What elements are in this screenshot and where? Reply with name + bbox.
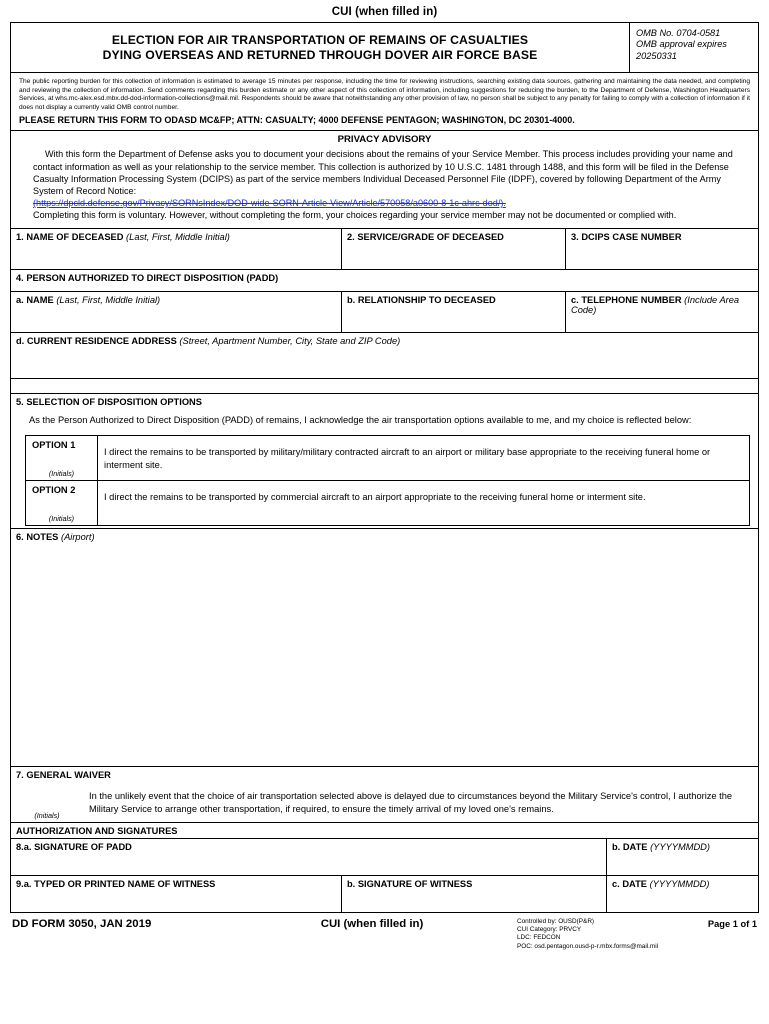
ldc: LDC: FEDCON <box>517 934 561 942</box>
waiver-initials-cell[interactable] <box>11 782 83 822</box>
option-1-initials-label: (Initials) <box>48 469 75 479</box>
section-7-heading: 7. GENERAL WAIVER <box>16 770 111 781</box>
option-2-initials-label: (Initials) <box>48 514 75 524</box>
form-title-line2: DYING OVERSEAS AND RETURNED THROUGH DOVER AIR FORCE BASE <box>102 48 538 62</box>
poc: POC: osd.pentagon.ousd-p-r.mbx.forms@mail.mil <box>517 942 659 950</box>
privacy-body <box>11 147 758 227</box>
field-4d-label: d. CURRENT RESIDENCE ADDRESS <box>16 335 177 346</box>
field-padd-telephone[interactable] <box>565 292 758 332</box>
section-5-heading: 5. SELECTION OF DISPOSITION OPTIONS <box>16 396 202 407</box>
privacy-paragraph-1: With this form the Department of Defense asks you to document your decisions about the remains of your Service Member. This process includes providing your name and contact information as well as your relationship to the service member. This collection is authorized by 10 U.S.C. 1481 through 1488, and this form will be filed in the Defense Casualty Information Processing System (DCIPS) as part of the service members Individual Deceased Personnel File (IDPF), covered by following Department of the Army System of Record Notice: <box>33 149 733 196</box>
field-padd-name[interactable] <box>11 292 341 332</box>
section-5-intro: As the Person Authorized to Direct Disposition (PADD) of remains, I acknowledge the air transportation options available to me, and my choice is reflected below: <box>29 414 692 425</box>
field-service-grade[interactable] <box>341 229 565 269</box>
omb-number: OMB No. 0704-0581 <box>636 28 721 38</box>
field-4b-label: b. RELATIONSHIP TO DECEASED <box>347 294 496 305</box>
option-1-name: OPTION 1 <box>32 440 76 451</box>
deceased-info-row <box>11 229 758 270</box>
field-4a-hint: (Last, First, Middle Initial) <box>56 294 161 305</box>
cui-control-block <box>517 918 658 951</box>
return-instruction: PLEASE RETURN THIS FORM TO ODASD MC&FP; ATTN: CASUALTY; 4000 DEFENSE PENTAGON; WASHINGTON, DC 20301-4000. <box>19 115 575 126</box>
field-8b-label: b. DATE <box>612 842 648 852</box>
privacy-advisory <box>11 131 758 228</box>
option-2-name: OPTION 2 <box>32 485 76 496</box>
omb-expires-label: OMB approval expires <box>636 39 727 50</box>
notes-input-area[interactable] <box>11 544 758 767</box>
form-id: DD FORM 3050, JAN 2019 <box>12 918 152 930</box>
section-4-heading: 4. PERSON AUTHORIZED TO DIRECT DISPOSITION (PADD) <box>11 270 758 292</box>
field-4c-label: c. TELEPHONE NUMBER <box>571 294 682 305</box>
page-number: Page 1 of 1 <box>707 919 757 929</box>
cui-banner-top: CUI (when filled in) <box>331 6 438 18</box>
controlled-by: Controlled by: OUSD(P&R) <box>517 918 595 925</box>
field-4c-hint: (Include Area Code) <box>571 294 740 315</box>
option-2-row <box>26 480 749 525</box>
field-witness-date[interactable] <box>606 876 758 912</box>
field-9a-label: 9.a. TYPED OR PRINTED NAME OF WITNESS <box>16 879 216 889</box>
form-footer <box>10 913 759 951</box>
waiver-initials-label: (Initials) <box>34 811 60 820</box>
omb-block <box>629 23 758 72</box>
omb-expires-date: 20250331 <box>636 50 677 61</box>
field-8b-hint: (YYYYMMDD) <box>650 842 710 852</box>
section-6-heading <box>11 528 758 544</box>
footer-right <box>517 918 757 951</box>
field-dcips-case-number[interactable] <box>565 229 758 269</box>
privacy-sorn-link[interactable] <box>33 197 748 209</box>
waiver-row <box>11 782 758 823</box>
cui-banner-bottom: CUI (when filled in) <box>320 918 424 930</box>
option-1-text: I direct the remains to be transported by military/military contracted aircraft to an airport or military base appropriate to the receiving funeral home or interment site. <box>104 447 711 470</box>
burden-paragraph: The public reporting burden for this collection of information is estimated to average 15 minutes per response, including the time for reviewing instructions, searching existing data sources, gathering and maintaining the data needed, and completing and reviewing the collection of information. Send comments regarding this burden estimate or any other aspect of this collection of information, including suggestions for reducing the burden, to the Department of Defense, Washington Headquarters Services, at whs.mc-alex.esd.mbx.dd-dod-information-collections@mail.mil. Respondents should be aware that notwithstanding any other provision of law, no person shall be subject to any penalty for failing to comply with a collection of information if it does not display a currently valid OMB control number. <box>19 78 750 111</box>
signature-row-8 <box>11 839 758 876</box>
signature-row-9 <box>11 876 758 912</box>
section-6-label: 6. NOTES <box>16 532 59 543</box>
field-8a-label: 8.a. SIGNATURE OF PADD <box>16 842 132 852</box>
field-witness-name[interactable] <box>11 876 341 912</box>
form-title <box>11 23 629 72</box>
cui-category: CUI Category: PRVCY <box>517 926 582 934</box>
option-1-initials-cell[interactable] <box>26 436 98 480</box>
option-2-text: I direct the remains to be transported by commercial aircraft to an airport appropriate to the receiving funeral home or interment site. <box>104 492 646 503</box>
option-1-row <box>26 436 749 480</box>
field-name-of-deceased[interactable] <box>11 229 341 269</box>
title-block <box>11 23 758 73</box>
burden-statement <box>11 73 758 131</box>
field-1-label: 1. NAME OF DECEASED <box>16 231 124 242</box>
option-2-initials-cell[interactable] <box>26 481 98 525</box>
privacy-paragraph-2: Completing this form is voluntary. However, without completing the form, your choices regarding your service member may not be documented or complied with. <box>33 210 677 221</box>
form-body <box>10 22 759 913</box>
section-6-hint: (Airport) <box>60 532 95 543</box>
field-1-hint: (Last, First, Middle Initial) <box>126 231 230 242</box>
field-date-padd[interactable] <box>606 839 758 875</box>
field-witness-signature[interactable] <box>341 876 606 912</box>
field-2-label: 2. SERVICE/GRADE OF DECEASED <box>347 231 504 242</box>
padd-info-row <box>11 292 758 333</box>
privacy-sorn-link-text: (https://dpcld.defense.gov/Privacy/SORNsIndex/DOD-wide-SORN-Article-View/Article/570058/a0600-8-1c-ahrc-dod/). <box>33 198 506 209</box>
privacy-heading: PRIVACY ADVISORY <box>337 134 432 146</box>
field-padd-relationship[interactable] <box>341 292 565 332</box>
field-4a-label: a. NAME <box>16 294 54 305</box>
field-4d-hint: (Street, Apartment Number, City, State and ZIP Code) <box>179 335 401 346</box>
signatures-heading: AUTHORIZATION AND SIGNATURES <box>11 823 758 839</box>
field-9b-label: b. SIGNATURE OF WITNESS <box>347 879 473 889</box>
waiver-text: In the unlikely event that the choice of air transportation selected above is delayed due to circumstances beyond the Military Service's control, I authorize the Military Service to arrange other transportation, if required, to ensure the timely arrival of my loved one's remains. <box>89 791 733 814</box>
field-signature-padd[interactable] <box>11 839 606 875</box>
field-9c-hint: (YYYYMMDD) <box>649 879 710 889</box>
field-padd-address[interactable] <box>11 333 758 379</box>
field-9c-label: c. DATE <box>612 879 647 889</box>
options-box <box>25 435 750 526</box>
form-title-line1: ELECTION FOR AIR TRANSPORTATION OF REMAINS OF CASUALTIES <box>111 33 529 47</box>
field-3-label: 3. DCIPS CASE NUMBER <box>571 231 682 242</box>
spacer-row <box>11 379 758 394</box>
